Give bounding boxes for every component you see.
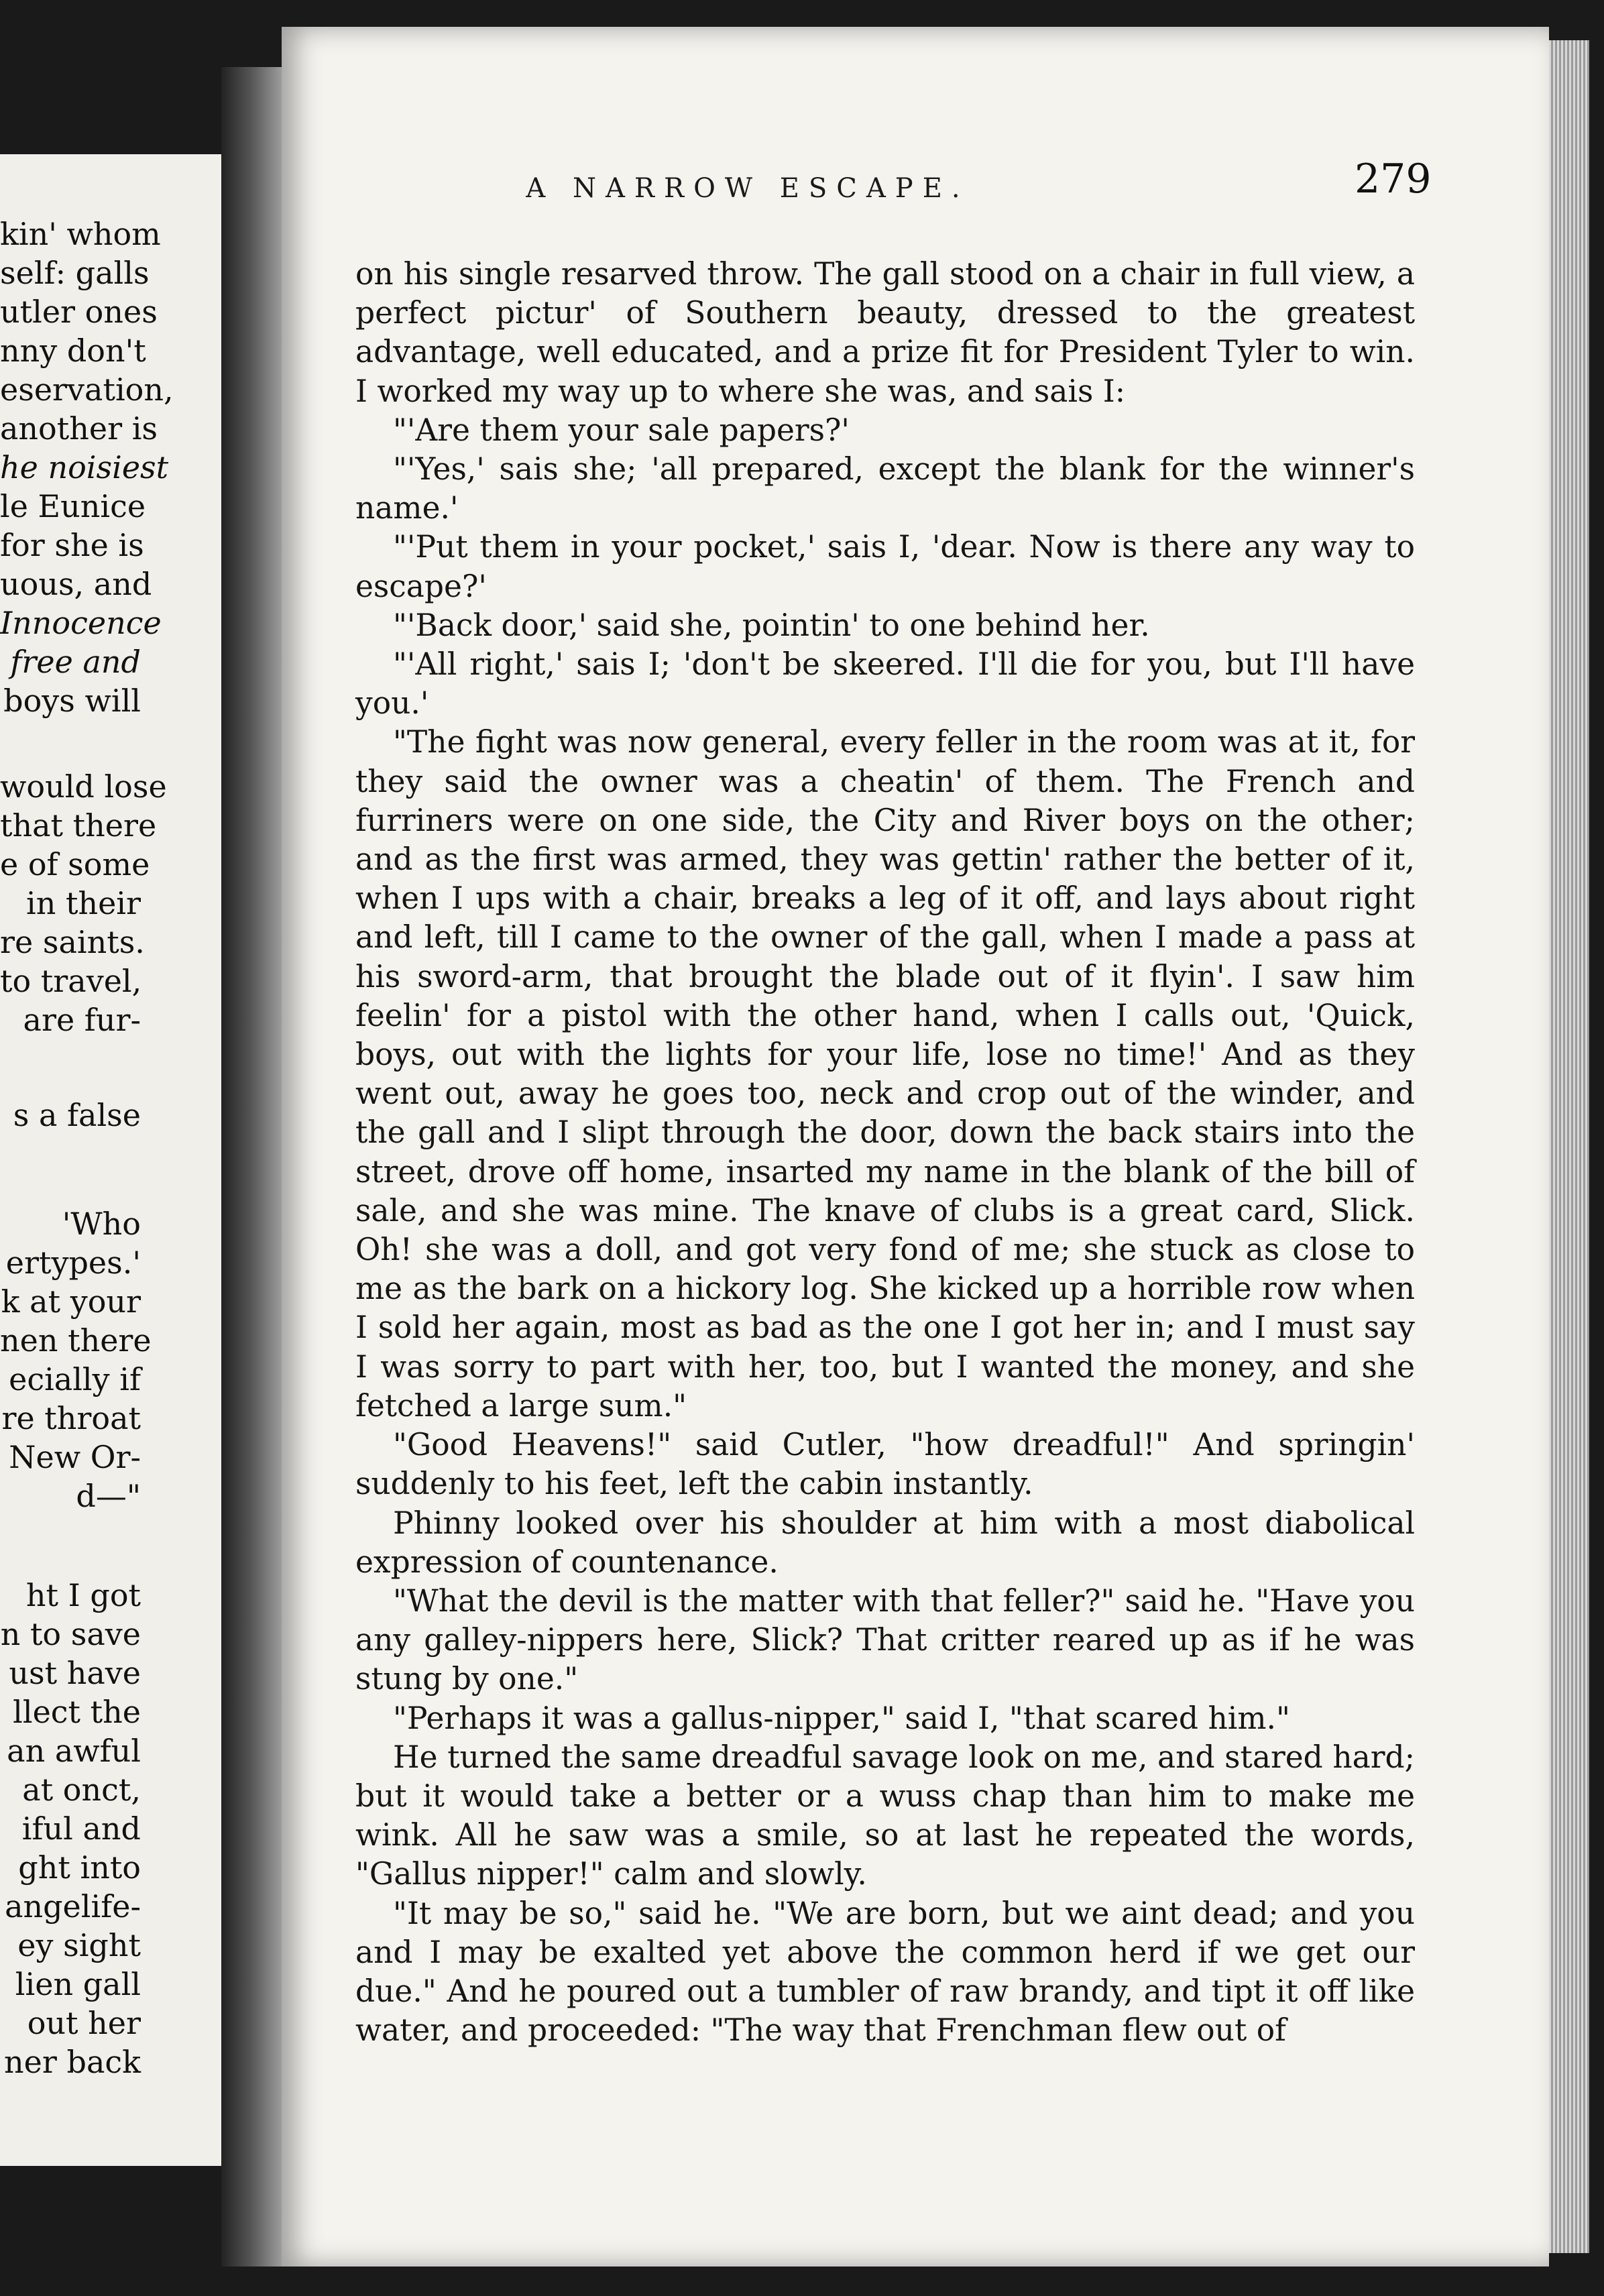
main-text-block [355,255,1415,2050]
left-page-line: self: galls [0,255,150,291]
paragraph: "'Back door,' said she, pointin' to one behind her. [393,607,1150,643]
left-page-line: Innocence [0,605,162,641]
left-page-line: boys will [3,683,141,719]
left-page-line: are fur- [23,1002,141,1038]
left-page-line: e of some [0,846,150,882]
left-page-line: n to save [0,1616,141,1652]
left-page-line: kin' whom [0,216,161,252]
left-page-line: New Or- [9,1439,141,1475]
left-page-line: nny don't [0,333,146,369]
left-page-line: to travel, [0,963,142,999]
page-edges [1549,40,1589,2253]
left-page-line: free and [10,644,141,680]
left-page-line: s a false [13,1097,141,1133]
left-page-line: an awful [7,1733,141,1769]
left-page-line: nen there [0,1322,152,1359]
left-page-line: d—" [76,1478,141,1514]
left-page-line: re throat [1,1400,141,1436]
paragraph: "'Are them your sale papers?' [393,412,850,448]
left-page-line: ertypes.' [5,1245,141,1281]
paragraph: Phinny looked over his shoulder at him with a most diabolical expression of countenance. [355,1505,1415,1580]
left-page-line: lien gall [15,1966,141,2002]
left-page-line: ust have [9,1655,141,1691]
left-page-line: out her [27,2005,141,2041]
paragraph: "It may be so," said he. "We are born, but we aint dead; and you and I may be exalted yet above the common herd if we get our due." And he poured out a tumbler of raw brandy, and tipt it off like water, and proceeded: "The way that Frenchman flew out of [355,1895,1415,2049]
left-page [0,154,221,2166]
left-page-line: k at your [1,1283,141,1320]
left-page-line: for she is [0,527,144,563]
paragraph: on his single resarved throw. The gall stood on a chair in full view, a perfect pictur' of Southern beauty, dressed to the greatest advantage, well educated, and a prize fit for President Tyler to win. I worked my way up to where she was, and sais I: [355,256,1415,409]
left-page-line: 'Who [62,1206,141,1242]
paragraph: "'Put them in your pocket,' sais I, 'dear. Now is there any way to escape?' [355,529,1415,604]
paragraph: He turned the same dreadful savage look on me, and stared hard; but it would take a better or a wuss chap than him to make me wink. All he saw was a smile, so at last he repeated the words, "Gallus nipper!" calm and slowly. [355,1739,1415,1892]
left-page-line: would lose [0,768,167,805]
left-page-line: angelife- [5,1888,141,1925]
paragraph: "'All right,' sais I; 'don't be skeered. I'll die for you, but I'll have you.' [355,646,1415,722]
left-page-line: ey sight [17,1927,141,1963]
left-page-line: ner back [4,2044,141,2080]
page-number: 279 [1355,156,1432,203]
left-page-line: he noisiest [0,449,169,485]
paragraph: "Good Heavens!" said Cutler, "how dreadful!" And springin' suddenly to his feet, left the cabin instantly. [355,1427,1415,1502]
paragraph: "'Yes,' sais she; 'all prepared, except the blank for the winner's name.' [355,451,1415,526]
left-page-line: llect the [13,1694,141,1730]
left-page-line: ecially if [9,1361,141,1397]
left-page-line: utler ones [0,294,158,330]
left-page-line: eservation, [0,371,174,408]
paragraph: "Perhaps it was a gallus-nipper," said I, "that scared him." [393,1700,1290,1736]
left-page-line: another is [0,410,158,447]
left-page-line: uous, and [0,566,152,602]
running-head: A NARROW ESCAPE. [526,173,970,204]
left-page-line: re saints. [0,924,145,960]
left-page-line: ht I got [25,1577,141,1613]
left-page-line: in their [26,885,141,921]
left-page-line: ght into [18,1849,141,1886]
left-page-line: iful and [21,1811,141,1847]
paragraph: "What the devil is the matter with that feller?" said he. "Have you any galley-nippers here, Slick? That critter reared up as if he was stung by one." [355,1583,1415,1697]
left-page-line: le Eunice [0,488,146,524]
left-page-line: that there [0,807,157,844]
left-page-line: at onct, [22,1772,141,1808]
paragraph: "The fight was now general, every feller in the room was at it, for they said the owner was a cheatin' of them. The French and furriners were on one side, the City and River boys on the other; and as the first was armed, they was gettin' rather the better of it, when I ups with a chair, breaks a leg of it off, and lays about right and left, till I came to the owner of the gall, when I made a pass at his sword-arm, that brought the blade out of it flyin'. I saw him feelin' for a pistol with the other hand, when I calls out, 'Quick, boys, out with the lights for your life, lose no time!' And as they went out, away he goes too, neck and crop out of the winder, and the gall and I slipt through the door, down the back stairs into the street, drove off home, insarted my name in the blank of the bill of sale, and she was mine. The knave of clubs is a great card, Slick. Oh! she was a doll, and got very fond of me; she stuck as close to me as the bark on a hickory log. She kicked up a horrible row when I sold her again, most as bad as the one I got her in; and I must say I was sorry to part with her, too, but I wanted the money, and she fetched a large sum." [355,724,1415,1424]
